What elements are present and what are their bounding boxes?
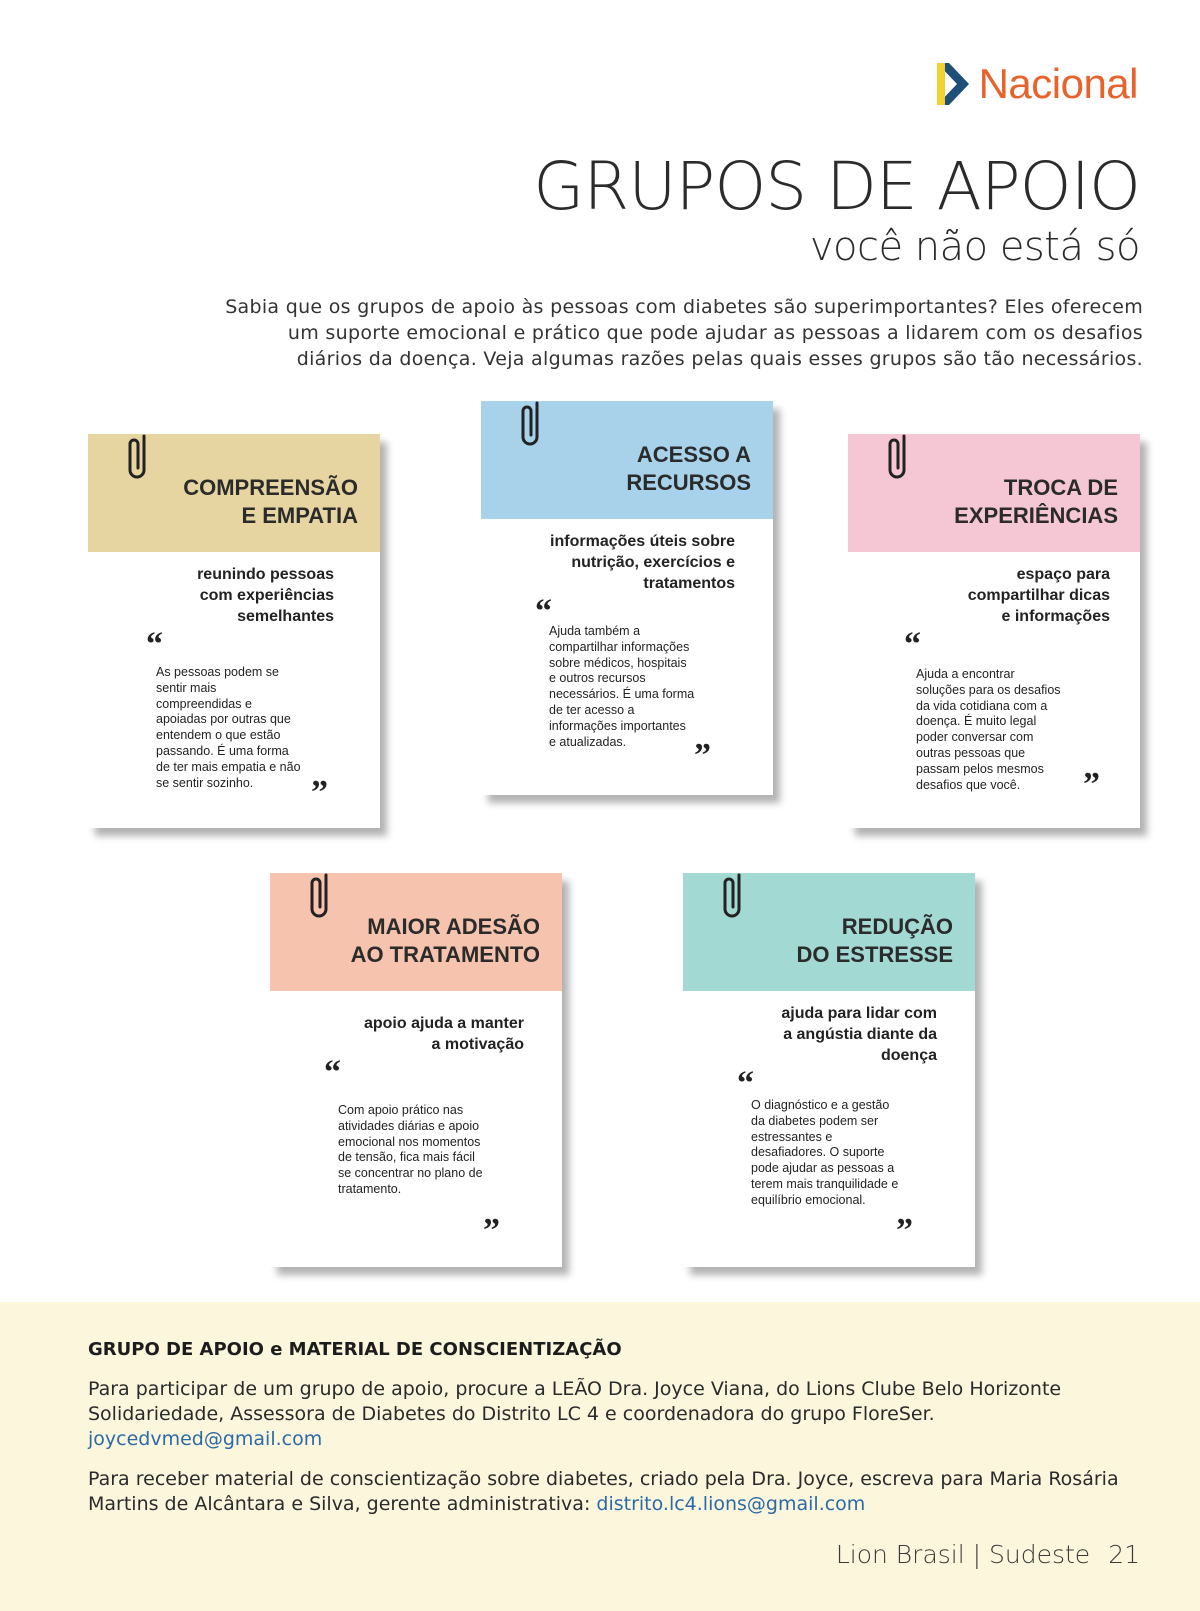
- card-quote-line: e atualizadas.: [549, 734, 627, 749]
- card-quote: [270, 1083, 562, 1198]
- card-subtitle: [88, 552, 380, 627]
- card-quote: [683, 1094, 975, 1209]
- card-title: [954, 474, 1118, 530]
- card-quote-line: outras pessoas que: [916, 745, 1026, 760]
- card-quote-line: terem mais tranquilidade e: [751, 1176, 899, 1191]
- card-quote-line: informações importantes: [549, 718, 686, 733]
- card-quote-line: emocional nos momentos: [338, 1134, 481, 1149]
- intro-paragraph: [183, 294, 1143, 372]
- close-quote-icon: ”: [896, 1212, 913, 1249]
- info-line: Solidariedade, Assessora de Diabetes do Distrito LC 4 e coordenadora do grupo FloreSer.: [88, 1403, 935, 1425]
- card-subtitle: [848, 552, 1140, 627]
- info-box: [0, 1302, 1200, 1611]
- card-subtitle-line: tratamentos: [643, 575, 735, 592]
- card-subtitle-line: e informações: [1001, 608, 1110, 625]
- card-subtitle-line: ajuda para lidar com: [781, 1005, 937, 1022]
- card-title-line: TROCA DE: [1003, 475, 1118, 500]
- close-quote-icon: ”: [694, 737, 711, 774]
- card-quote-line: compartilhar informações: [549, 639, 690, 654]
- open-quote-icon: “: [324, 1054, 341, 1091]
- card-troca-experiencias: [848, 434, 1140, 828]
- card-quote-line: pode ajudar as pessoas a: [751, 1161, 895, 1176]
- card-quote-line: Com apoio prático nas: [338, 1103, 464, 1117]
- card-title-line: EXPERIÊNCIAS: [954, 503, 1118, 528]
- info-line: Martins de Alcântara e Silva, gerente administrativa:: [88, 1493, 597, 1515]
- card-quote-line: tratamento.: [338, 1181, 402, 1196]
- card-quote-line: equilíbrio emocional.: [751, 1192, 866, 1207]
- card-title-line: COMPREENSÃO: [183, 475, 358, 500]
- page-subtitle: você não está só: [809, 224, 1140, 270]
- card-quote-line: apoiadas por outras que: [156, 712, 291, 727]
- card-header: [848, 434, 1140, 552]
- card-title-line: MAIOR ADESÃO: [367, 914, 540, 939]
- card-title-line: ACESSO A: [636, 442, 751, 467]
- card-title-line: REDUÇÃO: [841, 914, 953, 939]
- card-quote: [88, 655, 380, 791]
- card-quote-line: desafios que você.: [916, 777, 1021, 792]
- card-subtitle-line: apoio ajuda a manter: [363, 1015, 524, 1032]
- card-subtitle-line: informações úteis sobre: [550, 533, 735, 550]
- card-quote-line: poder conversar com: [916, 730, 1034, 745]
- card-quote-line: atividades diárias e apoio: [338, 1118, 480, 1133]
- card-subtitle-line: espaço para: [1016, 566, 1110, 583]
- card-header: [88, 434, 380, 552]
- card-quote-line: se concentrar no plano de: [338, 1166, 483, 1181]
- card-quote-line: de ter mais empatia e não: [156, 759, 301, 774]
- card-quote-line: O diagnóstico e a gestão: [751, 1098, 890, 1112]
- card-quote-line: desafiadores. O suporte: [751, 1145, 885, 1160]
- chevron-right-icon: [935, 61, 971, 107]
- card-title: [351, 913, 540, 969]
- card-quote-line: estressantes e: [751, 1129, 833, 1144]
- page-title: GRUPOS DE APOIO: [533, 148, 1140, 225]
- card-header: [270, 873, 562, 991]
- card-header: [683, 873, 975, 991]
- card-quote-line: soluções para os desafios: [916, 682, 1061, 697]
- intro-line: Sabia que os grupos de apoio às pessoas com diabetes são superimportantes? Eles oferecem: [225, 296, 1143, 318]
- paperclip-icon: [517, 401, 547, 451]
- card-quote-line: sentir mais: [156, 680, 217, 695]
- paperclip-icon: [884, 434, 914, 484]
- card-title: [183, 474, 358, 530]
- page-footer: [836, 1540, 1140, 1569]
- card-quote-line: Ajuda também a: [549, 624, 641, 638]
- info-line: Para receber material de conscientização sobre diabetes, criado pela Dra. Joyce, escreva para Maria Rosária: [88, 1468, 1119, 1490]
- card-subtitle-line: compartilhar dicas: [967, 587, 1110, 604]
- email-link-distrito[interactable]: distrito.lc4.lions@gmail.com: [596, 1493, 866, 1515]
- open-quote-icon: “: [535, 593, 552, 630]
- card-acesso-recursos: [481, 401, 773, 795]
- card-subtitle-line: doença: [880, 1047, 937, 1064]
- card-quote-line: Ajuda a encontrar: [916, 667, 1015, 681]
- card-quote-line: da vida cotidiana com a: [916, 698, 1048, 713]
- intro-line: um suporte emocional e prático que pode ajudar as pessoas a lidarem com os desafios: [287, 322, 1143, 344]
- card-subtitle-line: a angústia diante da: [783, 1026, 937, 1043]
- card-subtitle-line: semelhantes: [237, 608, 334, 625]
- publication-name: Lion Brasil | Sudeste: [835, 1540, 1091, 1569]
- card-title: [626, 441, 751, 497]
- page-number: 21: [1108, 1540, 1140, 1569]
- card-quote-line: necessários. É uma forma: [549, 687, 695, 702]
- card-quote-line: e outros recursos: [549, 671, 646, 686]
- open-quote-icon: “: [146, 626, 163, 663]
- card-quote: [481, 622, 773, 750]
- paperclip-icon: [306, 873, 336, 923]
- card-subtitle: [481, 519, 773, 594]
- card-subtitle: [270, 991, 562, 1055]
- paperclip-icon: [719, 873, 749, 923]
- card-quote-line: de ter acesso a: [549, 702, 635, 717]
- card-subtitle-line: com experiências: [199, 587, 334, 604]
- card-adesao-tratamento: [270, 873, 562, 1267]
- card-reducao-estresse: [683, 873, 975, 1267]
- card-quote-line: da diabetes podem ser: [751, 1113, 879, 1128]
- card-subtitle: [683, 991, 975, 1066]
- card-title-line: AO TRATAMENTO: [350, 942, 540, 967]
- open-quote-icon: “: [904, 626, 921, 663]
- card-subtitle-line: nutrição, exercícios e: [571, 554, 735, 571]
- card-quote-line: sobre médicos, hospitais: [549, 655, 687, 670]
- card-title-line: RECURSOS: [626, 470, 751, 495]
- card-quote-line: passam pelos mesmos: [916, 761, 1044, 776]
- card-quote-line: passando. É uma forma: [156, 743, 289, 758]
- card-subtitle-line: a motivação: [431, 1036, 524, 1053]
- info-heading: GRUPO DE APOIO e MATERIAL DE CONSCIENTIZAÇÃO: [88, 1339, 622, 1360]
- open-quote-icon: “: [737, 1065, 754, 1102]
- close-quote-icon: ”: [311, 774, 328, 811]
- card-quote-line: doença. É muito legal: [916, 714, 1037, 729]
- card-compreensao-empatia: [88, 434, 380, 828]
- card-title-line: DO ESTRESSE: [796, 942, 953, 967]
- info-paragraph-2: [88, 1467, 1128, 1517]
- close-quote-icon: ”: [1083, 766, 1100, 803]
- card-quote-line: As pessoas podem se: [156, 665, 279, 679]
- card-subtitle-line: reunindo pessoas: [197, 566, 334, 583]
- card-quote-line: de tensão, fica mais fácil: [338, 1150, 475, 1165]
- email-link-joyce[interactable]: joycedvmed@gmail.com: [88, 1428, 323, 1450]
- card-title-line: E EMPATIA: [241, 503, 358, 528]
- section-tag: [935, 60, 1138, 108]
- section-label: Nacional: [978, 60, 1138, 107]
- card-quote-line: se sentir sozinho.: [156, 775, 254, 790]
- info-line: Para participar de um grupo de apoio, procure a LEÃO Dra. Joyce Viana, do Lions Clube Belo Horizonte: [88, 1378, 1062, 1400]
- card-title: [797, 913, 953, 969]
- card-header: [481, 401, 773, 519]
- info-paragraph-1: [88, 1377, 1128, 1452]
- card-quote-line: entendem o que estão: [156, 728, 281, 743]
- paperclip-icon: [124, 434, 154, 484]
- card-quote-line: compreendidas e: [156, 696, 252, 711]
- intro-line: diários da doença. Veja algumas razões pelas quais esses grupos são tão necessários.: [296, 348, 1143, 370]
- close-quote-icon: ”: [483, 1212, 500, 1249]
